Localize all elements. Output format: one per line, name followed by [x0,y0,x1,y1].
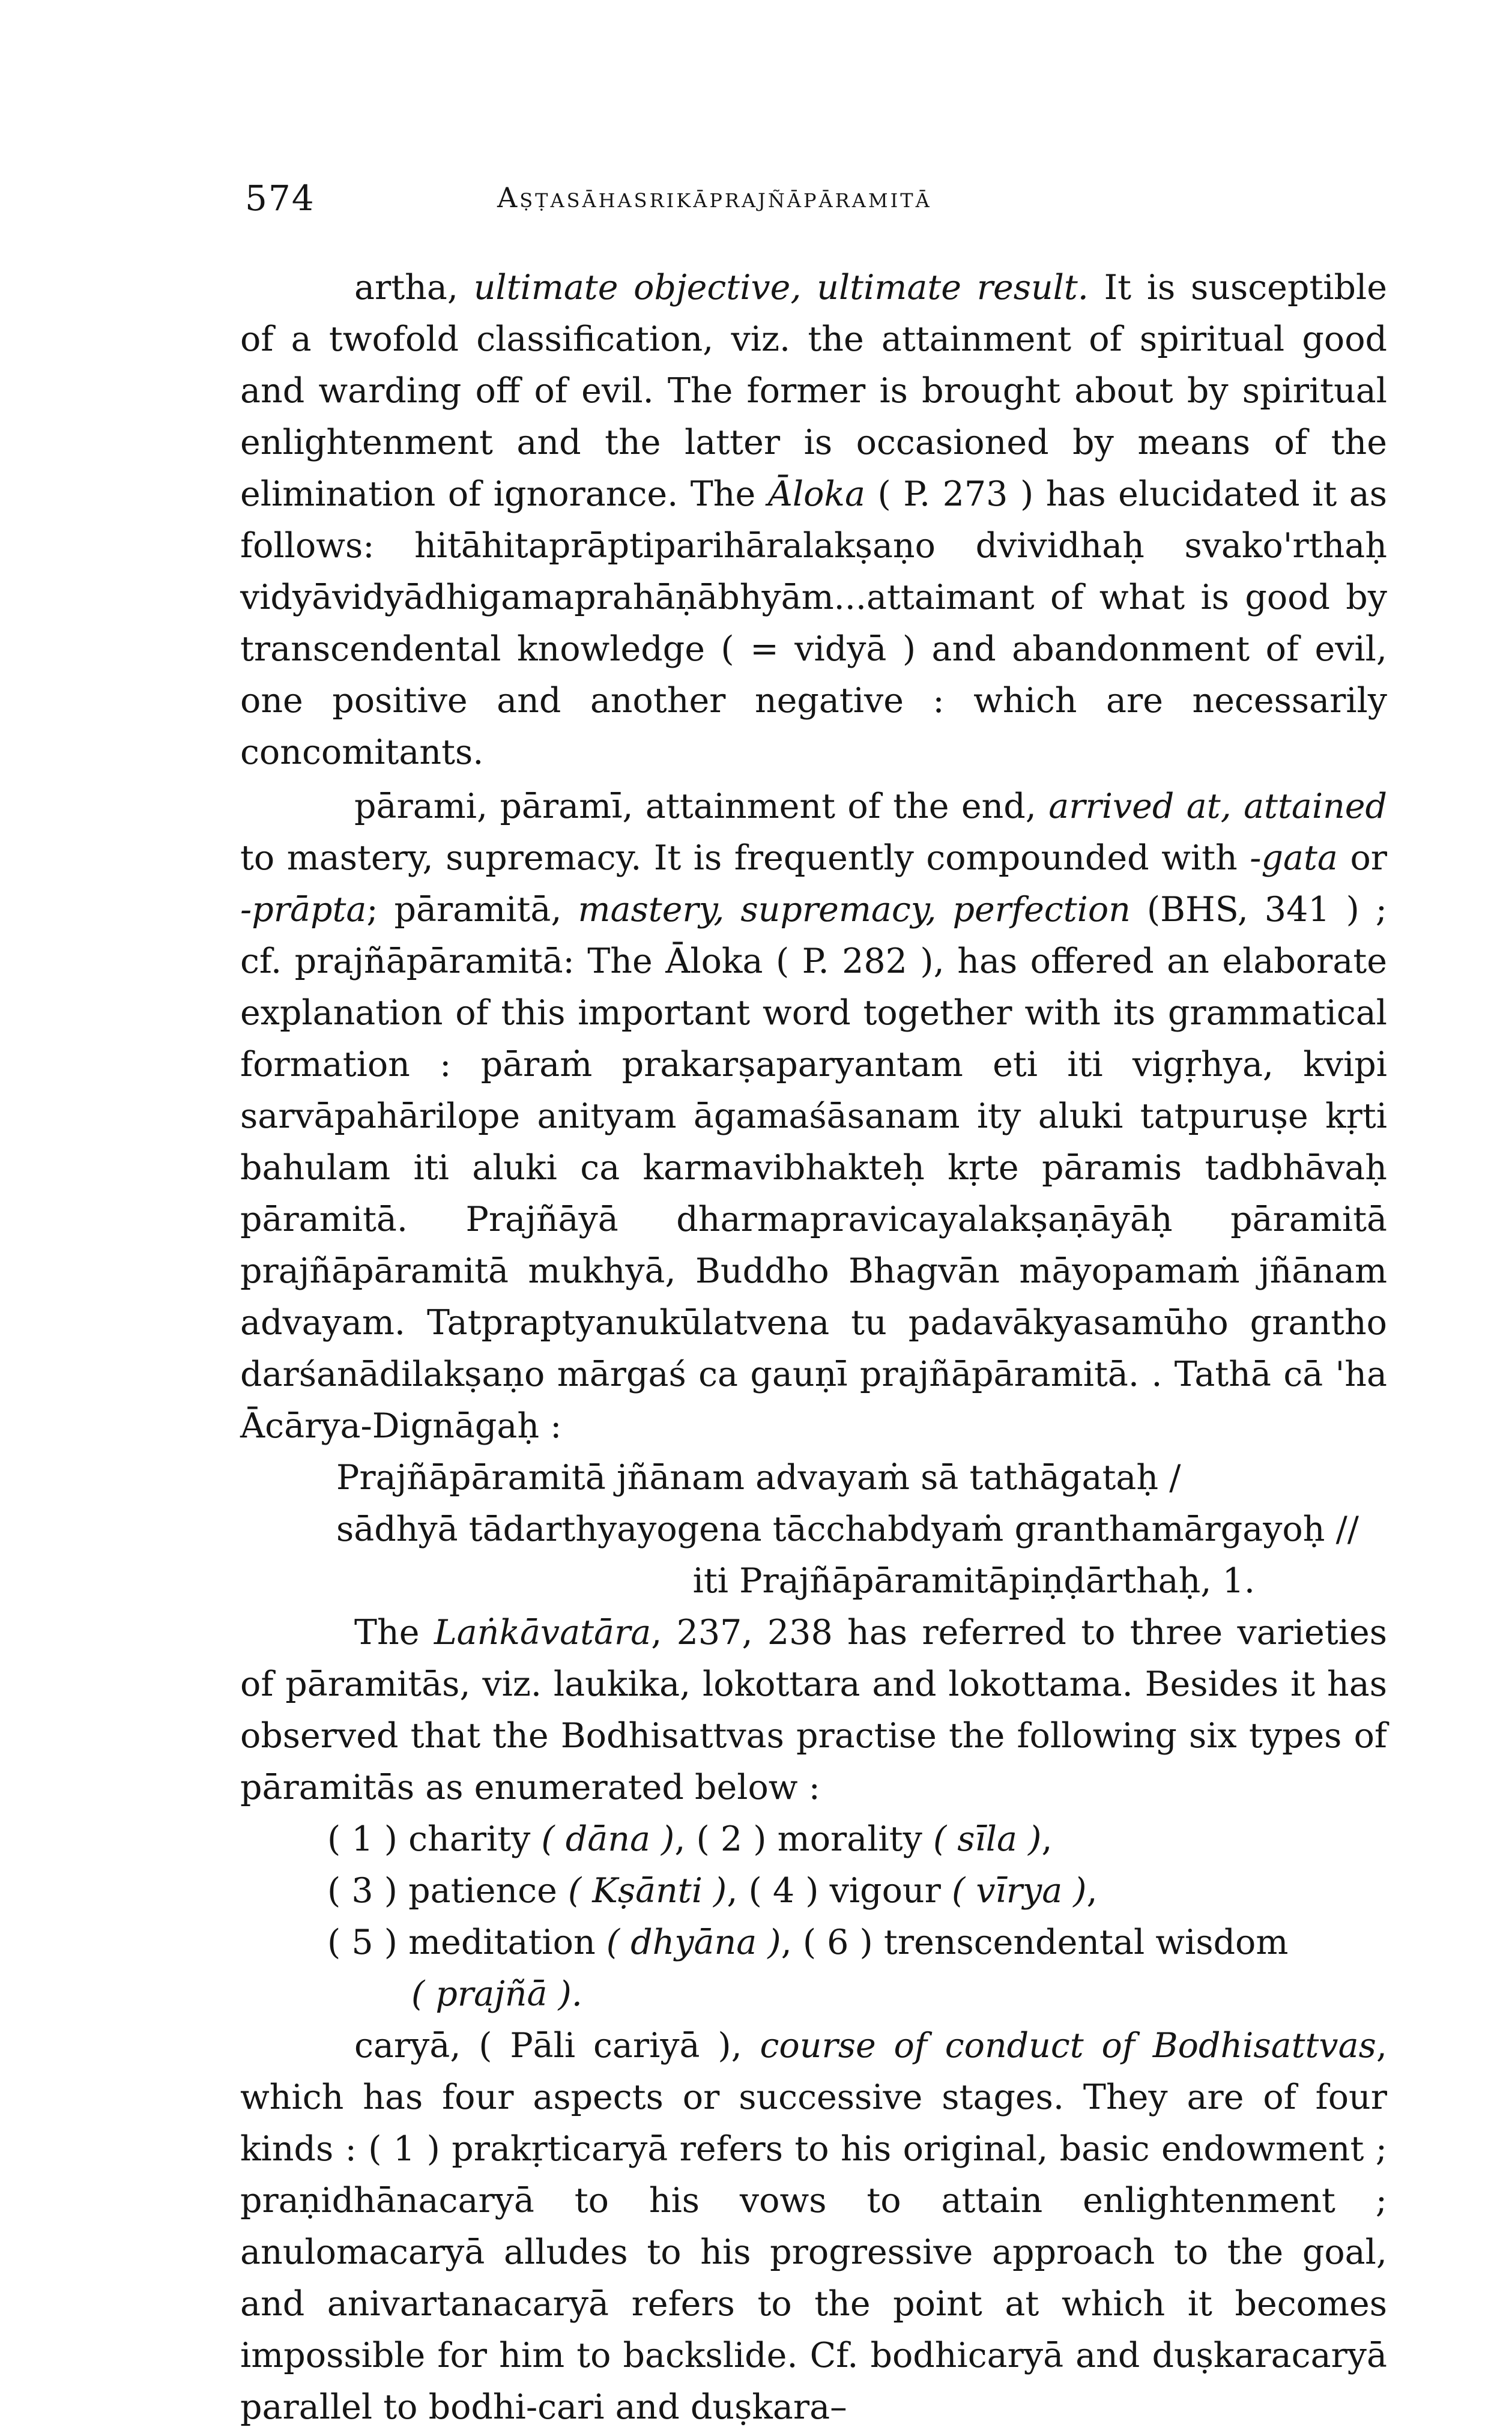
entry-parami-prapta: -prāpta [240,890,367,929]
running-title: Aṣṭasāhasrikāprajñāpāramitā [497,181,932,214]
verse-line-1: Prajñāpāramitā jñānam advayaṁ sā tathāgataḥ / [336,1458,1181,1498]
paramita-3-term: ( Kṣānti ) [567,1871,727,1911]
lankavatara-text-1: The [354,1613,434,1652]
entry-parami-text: to mastery, supremacy. It is frequently compounded with [240,838,1250,878]
verse-line-2: sādhyā tādarthyayogena tācchabdyaṁ granthamārgayoḥ // [336,1510,1359,1549]
lankavatara-text-2: , 237, 238 has referred to three varieties of pāramitās, viz. laukika, lokottara and lokottama. Besides it has observed that the Bodhisattvas practise the following six types of pāramitās as enumerated below : [240,1613,1387,1807]
entry-carya-gloss: course of conduct of Bodhisattvas [760,2026,1376,2066]
verse-reference: iti Prajñāpāramitāpiṇḍārthaḥ, 1. [692,1561,1255,1601]
entry-artha-text-2: ( P. 273 ) has elucidated it as follows: hitāhitaprāptiparihāralakṣaṇo dvividhaḥ svako'rthaḥ vidyāvidyādhigamaprahāṇābhyām...attaimant of what is good by transcendental knowledge ( = vidyā ) and abandonment of evil, one positive and another negative : which are necessarily concomitants. [240,474,1387,772]
paramita-list [240,1813,1387,2020]
entry-artha-aloka: Āloka [767,474,865,514]
paramita-4-sep: , [1086,1871,1098,1911]
entry-parami-gata: -gata [1250,838,1338,878]
paramita-6: , ( 6 ) trenscendental wisdom [781,1923,1289,1962]
paramita-4: , ( 4 ) vigour [727,1871,952,1911]
paramita-5: ( 5 ) meditation [327,1923,606,1962]
lankavatara-title: Laṅkāvatāra [434,1613,652,1652]
entry-artha-head: artha, [354,268,474,307]
entry-artha [240,262,1387,778]
paramita-3: ( 3 ) patience [327,1871,568,1911]
paramita-2-sep: , [1041,1819,1053,1859]
paramita-line-3 [327,1917,1387,1968]
entry-parami-head: pārami, pāramī, attainment of the end, [354,787,1049,826]
paramita-2: , ( 2 ) morality [674,1819,933,1859]
entry-parami-paramita: ; pāramitā, [366,890,578,929]
entry-artha-gloss: ultimate objective, ultimate result. [473,268,1089,307]
lankavatara-paragraph [240,1607,1387,1813]
paramita-line-1 [327,1813,1387,1865]
paramita-5-term: ( dhyāna ) [606,1923,781,1962]
entry-artha-text: It is susceptible of a twofold classification, viz. the attainment of spiritual good and warding off of evil. The former is brought about by spiritual enlightenment and the latter is occasioned by means of the elimination of ignorance. The [240,268,1387,514]
entry-parami-gloss-2: mastery, supremacy, perfection [578,890,1131,929]
paramita-line-2 [327,1865,1387,1917]
page-header [245,178,1386,232]
verse-quote [240,1452,1387,1607]
paramita-line-4 [327,1968,1387,2020]
paramita-2-term: ( sīla ) [933,1819,1042,1859]
paramita-6-term: ( prajñā ). [411,1974,582,2014]
entry-parami-gloss: arrived at, attained [1048,787,1388,826]
entry-carya-head: caryā, ( Pāli cariyā ), [354,2026,760,2066]
paramita-1: ( 1 ) charity [327,1819,542,1859]
entry-parami [240,781,1387,1452]
page-number: 574 [245,178,315,219]
entry-carya [240,2020,1387,2433]
page-body [240,262,1387,2433]
entry-carya-text: , which has four aspects or successive stages. They are of four kinds : ( 1 ) prakṛticaryā refers to his original, basic endowment ; praṇidhānacaryā to his vows to attain enlightenment ; anulomacaryā alludes to his progressive approach to the goal, and anivartanacaryā refers to the point at which it becomes impossible for him to backslide. Cf. bodhicaryā and duṣkaracaryā parallel to bodhi-cari and duṣkara– [240,2026,1387,2427]
entry-parami-or: or [1337,838,1388,878]
paramita-1-term: ( dāna ) [541,1819,675,1859]
entry-parami-text-2: (BHS, 341 ) ; cf. prajñāpāramitā: The Āloka ( P. 282 ), has offered an elaborate explanation of this important word together with its grammatical formation : pāraṁ prakarṣaparyantam eti iti vigṛhya, kvipi sarvāpahārilope anityam āgamaśāsanam ity aluki tatpuruṣe kṛti bahulam iti aluki ca karmavibhakteḥ kṛte pāramis tadbhāvaḥ pāramitā. Prajñāyā dharmapravicayalakṣaṇāyāḥ pāramitā prajñāpāramitā mukhyā, Buddho Bhagvān māyopamaṁ jñānam advayam. Tatpraptyanukūlatvena tu padavākyasamūho grantho darśanādilakṣaṇo mārgaś ca gauṇī prajñāpāramitā. . Tathā cā 'ha Ācārya-Dignāgaḥ : [240,890,1387,1446]
paramita-4-term: ( vīrya ) [951,1871,1087,1911]
